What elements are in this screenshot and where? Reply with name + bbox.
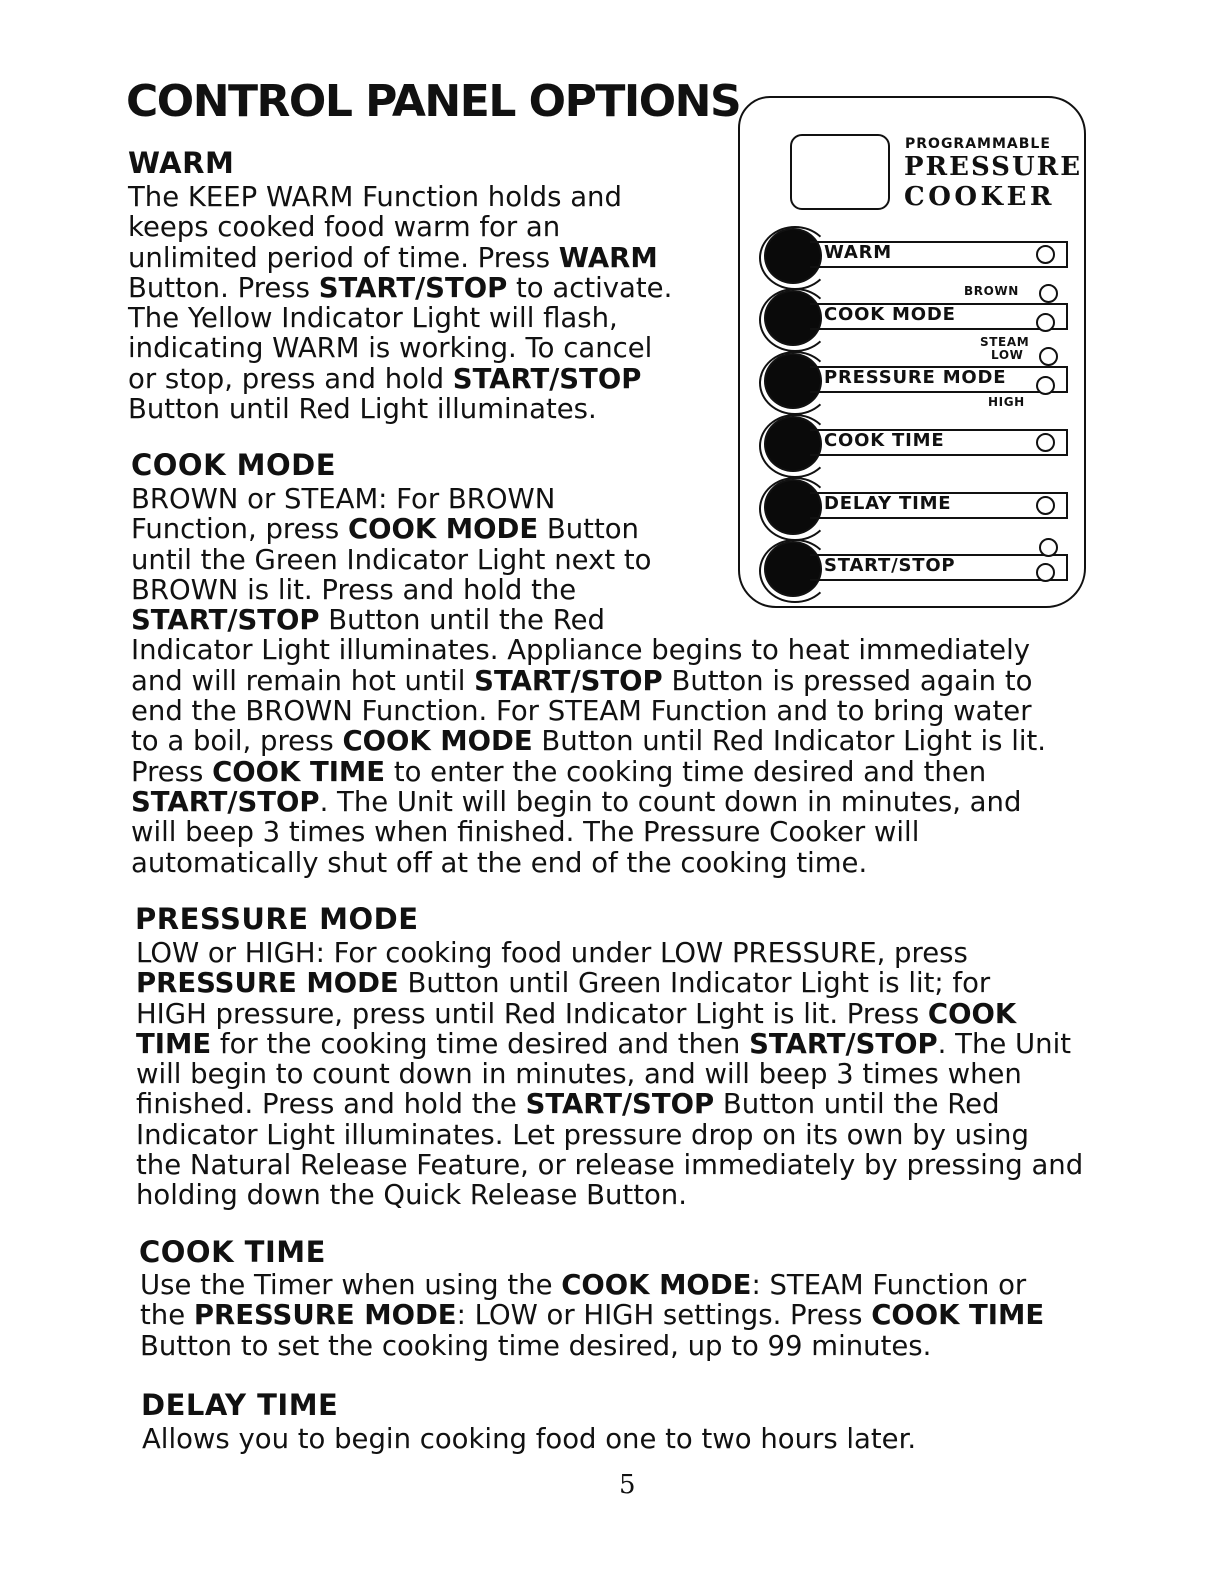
indicator-light [1036, 433, 1055, 452]
steam-label: STEAM [980, 335, 1030, 349]
pressure-mode-paragraph [136, 938, 1083, 1211]
indicator-light [1036, 245, 1055, 264]
text-line: until the Green Indicator Light next to [131, 543, 652, 576]
text-line: end the BROWN Function. For STEAM Function and to bring water [131, 695, 1032, 728]
start-stop-button[interactable] [764, 541, 1069, 597]
brown-label: BROWN [964, 284, 1019, 298]
text-line: START/STOP Button until the Red [131, 604, 605, 637]
text-line: to a boil, press COOK MODE Button until Red Indicator Light is lit. [131, 725, 1047, 758]
text-line: will beep 3 times when finished. The Pressure Cooker will [131, 816, 920, 849]
text-line: Indicator Light illuminates. Let pressure drop on its own by using [136, 1118, 1029, 1151]
text-line: and will remain hot until START/STOP Button is pressed again to [131, 664, 1033, 697]
brown-indicator-light [1039, 284, 1058, 303]
indicator-light [1036, 496, 1055, 515]
text-line: Press COOK TIME to enter the cooking time desired and then [131, 755, 987, 788]
text-line: BROWN or STEAM: For BROWN [131, 483, 556, 515]
text-line: Button until Red Light illuminates. [128, 393, 597, 426]
button-label: COOK MODE [824, 304, 956, 325]
text-line: Button to set the cooking time desired, up to 99 minutes. [140, 1329, 932, 1362]
pressure-mode-heading: PRESSURE MODE [135, 902, 419, 936]
delay-time-heading: DELAY TIME [141, 1388, 339, 1422]
text-line: holding down the Quick Release Button. [136, 1179, 687, 1212]
text-line: indicating WARM is working. To cancel [128, 332, 653, 365]
text-line: PRESSURE MODE Button until Green Indicator Light is lit; for [136, 967, 991, 1000]
text-line: Use the Timer when using the COOK MODE: STEAM Function or [140, 1269, 1027, 1301]
steam-indicator-light [1036, 313, 1055, 332]
warm-paragraph [128, 182, 672, 424]
text-line: Function, press COOK MODE Button [131, 513, 639, 546]
brand-subtitle: PROGRAMMABLE [905, 136, 1051, 152]
high-label: HIGH [988, 395, 1025, 409]
text-line: unlimited period of time. Press WARM [128, 241, 658, 274]
text-line: keeps cooked food warm for an [128, 211, 561, 244]
cook-time-paragraph [140, 1270, 1044, 1361]
button-label: PRESSURE MODE [824, 367, 1007, 388]
text-line: Indicator Light illuminates. Appliance begins to heat immediately [131, 634, 1031, 667]
button-label: DELAY TIME [824, 493, 952, 514]
text-line: Allows you to begin cooking food one to two hours later. [142, 1423, 917, 1455]
text-line: HIGH pressure, press until Red Indicator Light is lit. Press COOK [136, 997, 1017, 1030]
brand-title-line2: COOKER [904, 182, 1056, 212]
high-indicator-light [1036, 376, 1055, 395]
display-window [790, 134, 890, 210]
text-line: BROWN is lit. Press and hold the [131, 573, 577, 606]
control-panel-diagram [738, 96, 1086, 608]
delay-time-paragraph [142, 1424, 916, 1454]
text-line: TIME for the cooking time desired and then START/STOP. The Unit [136, 1027, 1072, 1060]
cook-time-button[interactable] [764, 416, 1069, 472]
text-line: the Natural Release Feature, or release immediately by pressing and [136, 1149, 1084, 1182]
text-line: automatically shut off at the end of the cooking time. [131, 846, 868, 879]
text-line: finished. Press and hold the START/STOP Button until the Red [136, 1088, 1000, 1121]
low-label: LOW [991, 348, 1024, 362]
text-line: START/STOP. The Unit will begin to count down in minutes, and [131, 785, 1022, 818]
button-label: WARM [824, 242, 892, 263]
indicator-light [1036, 563, 1055, 582]
low-indicator-light [1039, 347, 1058, 366]
text-line: The KEEP WARM Function holds and [128, 181, 622, 213]
brand-title-line1: PRESSURE [904, 152, 1083, 182]
indicator-light [1039, 538, 1058, 557]
text-line: will begin to count down in minutes, and will beep 3 times when [136, 1058, 1022, 1091]
button-label: COOK TIME [824, 430, 945, 451]
cook-time-heading: COOK TIME [139, 1235, 326, 1269]
text-line: the PRESSURE MODE: LOW or HIGH settings. Press COOK TIME [140, 1299, 1045, 1332]
text-line: The Yellow Indicator Light will flash, [128, 302, 618, 335]
text-line: Button. Press START/STOP to activate. [128, 271, 673, 304]
warm-button[interactable] [764, 228, 1069, 284]
pressure-mode-button[interactable] [764, 348, 1069, 409]
delay-time-button[interactable] [764, 479, 1069, 535]
cook-mode-heading: COOK MODE [131, 448, 337, 482]
page-title: CONTROL PANEL OPTIONS [126, 76, 741, 127]
button-label: START/STOP [824, 555, 956, 576]
warm-heading: WARM [128, 146, 235, 180]
text-line: LOW or HIGH: For cooking food under LOW PRESSURE, press [136, 937, 968, 969]
text-line: or stop, press and hold START/STOP [128, 362, 642, 395]
page-number: 5 [619, 1470, 636, 1500]
